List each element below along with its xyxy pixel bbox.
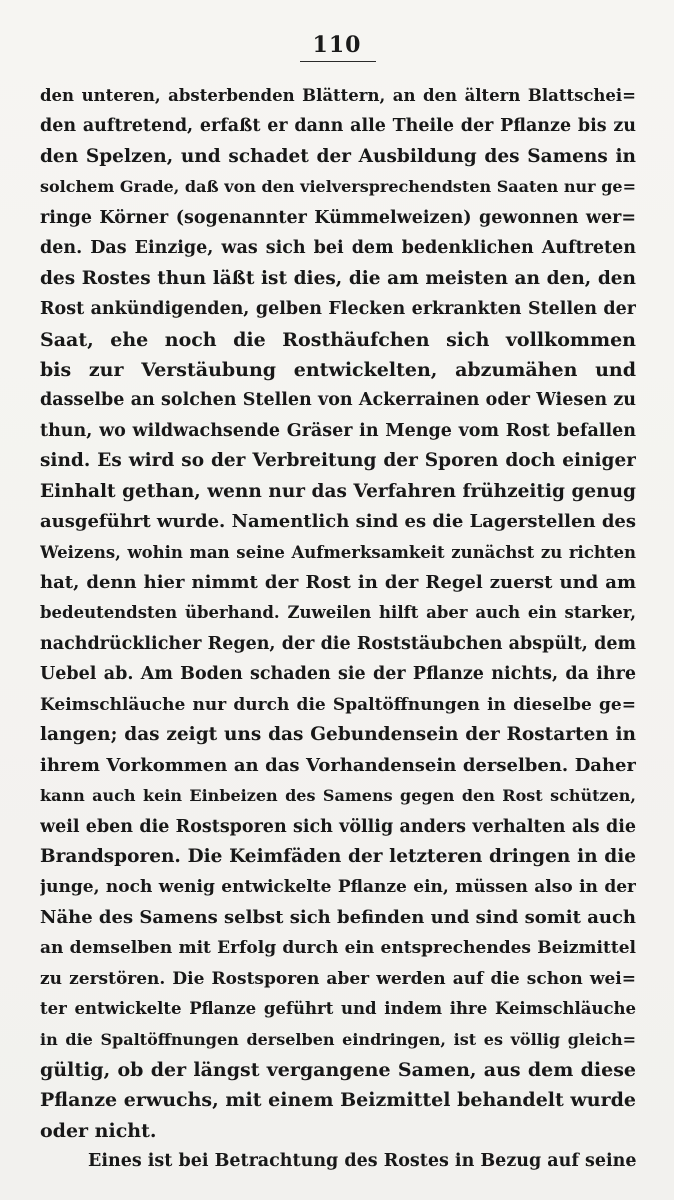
text-line: zu zerstören. Die Rostsporen aber werden auf die schon wei=	[40, 968, 636, 989]
text-line: bedeutendsten überhand. Zuweilen hilft aber auch ein starker,	[40, 603, 636, 623]
text-line: in die Spaltöffnungen derselben eindringen, ist es völlig gleich=	[40, 1029, 636, 1049]
text-line: den auftretend, erfaßt er dann alle Theile der Pflanze bis zu	[40, 116, 636, 137]
text-line: Saat, ehe noch die Rosthäufchen sich vollkommen	[40, 328, 636, 351]
text-line: nachdrücklicher Regen, der die Roststäubchen abspült, dem	[40, 633, 636, 654]
body-text	[40, 81, 636, 1177]
text-line: bis zur Verstäubung entwickelten, abzumähen und	[40, 358, 636, 381]
text-line: gültig, ob der längst vergangene Samen, aus dem diese	[40, 1059, 636, 1081]
text-line: weil eben die Rostsporen sich völlig anders verhalten als die	[40, 816, 636, 837]
text-line: ringe Körner (sogenannter Kümmelweizen) gewonnen wer=	[40, 207, 636, 228]
page-number-rule	[300, 61, 376, 62]
paragraph-start-line: Eines ist bei Betrachtung des Rostes in Bezug auf seine	[88, 1151, 636, 1172]
text-line: Uebel ab. Am Boden schaden sie der Pflanze nichts, da ihre	[40, 664, 636, 685]
text-line: des Rostes thun läßt ist dies, die am meisten an den, den	[40, 267, 636, 289]
text-line: thun, wo wildwachsende Gräser in Menge vom Rost befallen	[40, 420, 636, 441]
text-line: ausgeführt wurde. Namentlich sind es die Lagerstellen des	[40, 511, 636, 533]
text-line: den. Das Einzige, was sich bei dem bedenklichen Auftreten	[40, 238, 636, 259]
text-line: Rost ankündigenden, gelben Flecken erkrankten Stellen der	[40, 299, 636, 320]
text-line: ihrem Vorkommen an das Vorhandensein derselben. Daher	[40, 754, 636, 776]
text-line: den unteren, absterbenden Blättern, an den ältern Blattschei=	[40, 86, 636, 105]
page-number: 110	[312, 32, 362, 58]
text-line: hat, denn hier nimmt der Rost in der Regel zuerst und am	[40, 572, 636, 593]
text-line: kann auch kein Einbeizen des Samens gegen den Rost schützen,	[40, 786, 636, 806]
text-line: Nähe des Samens selbst sich befinden und sind somit auch	[40, 906, 636, 928]
text-line: Brandsporen. Die Keimfäden der letzteren dringen in die	[40, 845, 636, 867]
text-line: dasselbe an solchen Stellen von Ackerrainen oder Wiesen zu	[40, 390, 636, 411]
text-line: an demselben mit Erfolg durch ein entsprechendes Beizmittel	[40, 938, 636, 959]
text-line: Keimschläuche nur durch die Spaltöffnungen in dieselbe ge=	[40, 694, 636, 715]
text-line: Weizens, wohin man seine Aufmerksamkeit zunächst zu richten	[40, 542, 636, 562]
text-line: Einhalt gethan, wenn nur das Verfahren frühzeitig genug	[40, 480, 636, 502]
text-line: Pflanze erwuchs, mit einem Beizmittel behandelt wurde	[40, 1089, 636, 1112]
text-line: langen; das zeigt uns das Gebundensein der Rostarten in	[40, 724, 636, 746]
text-line: junge, noch wenig entwickelte Pflanze ein, müssen also in der	[40, 877, 636, 898]
text-line: solchem Grade, daß von den vielversprechendsten Saaten nur ge=	[40, 177, 636, 197]
text-line: ter entwickelte Pflanze geführt und indem ihre Keimschläuche	[40, 999, 636, 1019]
paragraph-end-line: oder nicht.	[40, 1119, 157, 1142]
text-line: den Spelzen, und schadet der Ausbildung des Samens in	[40, 145, 636, 167]
text-line: sind. Es wird so der Verbreitung der Sporen doch einiger	[40, 450, 636, 472]
